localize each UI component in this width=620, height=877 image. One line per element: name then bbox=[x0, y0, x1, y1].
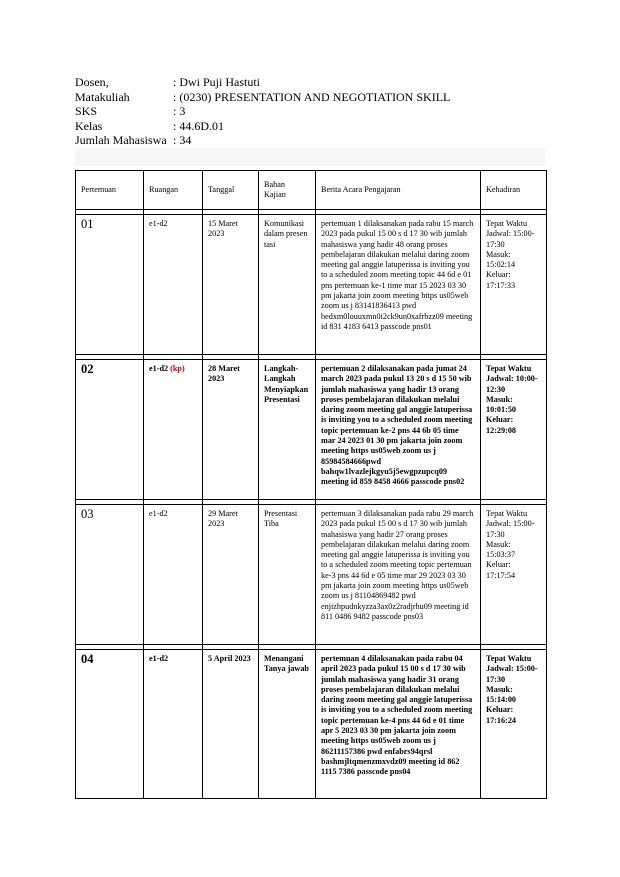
kelas-label: Kelas bbox=[75, 118, 103, 133]
header-row-jumlah bbox=[75, 133, 450, 148]
kehadiran-cell bbox=[481, 215, 547, 355]
tanggal-cell: 29 Maret 2023 bbox=[203, 505, 259, 645]
col-bahan-kajian bbox=[259, 171, 316, 210]
col-ruangan: Ruangan bbox=[144, 171, 203, 210]
tanggal-cell: 5 April 2023 bbox=[203, 650, 259, 799]
jumlah-value: : 34 bbox=[173, 133, 192, 147]
kehadiran-status: Tepat Waktu bbox=[486, 509, 528, 518]
kehadiran-jadwal: Jadwal: 15:00-17:30 bbox=[486, 229, 535, 249]
sks-label: SKS bbox=[75, 104, 98, 118]
ruangan-cell: e1-d2 bbox=[144, 505, 203, 645]
kehadiran-masuk: Masuk: 10:01:50 bbox=[486, 394, 517, 415]
kehadiran-jadwal: Jadwal: 10:00-12:30 bbox=[486, 374, 538, 394]
kehadiran-status: Tepat Waktu bbox=[486, 364, 532, 373]
jumlah-label: Jumlah Mahasiswa bbox=[75, 133, 167, 147]
col-berita-acara: Berita Acara Pengajaran bbox=[316, 171, 481, 210]
attendance-table bbox=[75, 170, 547, 799]
kehadiran-masuk: Masuk: 15:02:14 bbox=[486, 249, 516, 270]
kehadiran-cell bbox=[481, 360, 547, 500]
tanggal-cell: 15 Maret 2023 bbox=[203, 215, 259, 355]
kehadiran-jadwal: Jadwal: 15:00-17:30 bbox=[486, 664, 538, 684]
bahan-cell: Menangani Tanya jawab bbox=[259, 650, 316, 799]
pertemuan-cell: 03 bbox=[76, 505, 144, 645]
bahan-cell: Komunikasi dalam presen tasi bbox=[259, 215, 316, 355]
dosen-value: : Dwi Puji Hastuti bbox=[173, 75, 261, 89]
ruangan-cell: e1-d2 bbox=[144, 215, 203, 355]
kehadiran-masuk: Masuk: 15:14:00 bbox=[486, 684, 517, 705]
berita-cell: pertemuan 2 dilaksanakan pada jumat 24 march 2023 pada pukul 13 20 s d 15 50 wib jumlah mahasiswa yang hadir 13 orang proses pembelajaran dilakukan melalui daring zoom meeting gal anggie latuperissa is inviting you to a scheduled zoom meeting topic pertemuan ke-2 pns 44 6b 05 time mar 24 2023 01 30 pm jakarta join zoom meeting https us05web zoom us j 85984584666pwd bahqw1lvazlejkgyu5j5ewgpzupcq09 meeting id 859 8458 4666 passcode pns02 bbox=[316, 360, 481, 500]
kehadiran-cell bbox=[481, 505, 547, 645]
header-row-kelas bbox=[75, 119, 450, 134]
kehadiran-keluar: Keluar: 17:17:33 bbox=[486, 270, 516, 290]
kelas-value: : 44.6D.01 bbox=[173, 118, 224, 133]
berita-cell: pertemuan 3 dilaksanakan pada rabu 29 march 2023 pada pukul 15 00 s d 17 30 wib jumlah mahasiswa yang hadir 27 orang proses pembelajaran dilakukan melalui daring zoom meeting gal anggie latuperissa is inviting you to a scheduled zoom meeting topic pertemuan ke-3 pns 44 6d e 05 time mar 29 2023 03 30 pm jakarta join zoom meeting https us05web zoom us j 81104869482 pwd enjizhpudnkyzza3ax0z2radjrhu09 meeting id 811 0486 9482 passcode pns03 bbox=[316, 505, 481, 645]
header-row-sks bbox=[75, 104, 450, 119]
col-pertemuan: Pertemuan bbox=[76, 171, 144, 210]
kehadiran-masuk: Masuk: 15:03:37 bbox=[486, 539, 516, 560]
document-header bbox=[75, 75, 450, 148]
kehadiran-status: Tepat Waktu bbox=[486, 654, 532, 663]
pertemuan-cell: 02 bbox=[76, 360, 144, 500]
kehadiran-keluar: Keluar: 12:29:08 bbox=[486, 415, 517, 435]
dosen-label: Dosen, bbox=[75, 75, 109, 89]
kehadiran-keluar: Keluar: 17:17:54 bbox=[486, 560, 516, 580]
kehadiran-keluar: Keluar: 17:16:24 bbox=[486, 705, 517, 725]
matakuliah-value: : (0230) PRESENTATION AND NEGOTIATION SKILL bbox=[173, 89, 451, 104]
bahan-cell: Langkah-Langkah Menyiapkan Presentasi bbox=[259, 360, 316, 500]
table-row bbox=[76, 650, 547, 799]
col-kehadiran: Kehadiran bbox=[481, 171, 547, 210]
pertemuan-cell: 01 bbox=[76, 215, 144, 355]
berita-cell: pertemuan 1 dilaksanakan pada rabu 15 march 2023 pada pukul 15 00 s d 17 30 wib jumlah mahasiswa yang hadir 48 orang proses pembelajaran dilakukan melalui daring zoom meeting gal anggie latuperissa is inviting you to a scheduled zoom meeting topic 44 6d e 01 pns pertemuan ke-1 time mar 15 2023 03 30 pm jakarta join zoom meeting https us05web zoom us j 83141836413 pwd bedxm0louuxmn0i2ck9un0xafrbzz09 meeting id 831 4183 6413 passcode pns01 bbox=[316, 215, 481, 355]
ruangan-text: e1-d2 bbox=[149, 364, 169, 373]
ruangan-cell bbox=[144, 360, 203, 500]
table-row bbox=[76, 215, 547, 355]
shaded-band bbox=[75, 148, 545, 166]
kehadiran-jadwal: Jadwal: 15:00-17:30 bbox=[486, 519, 535, 539]
header-row-matakuliah bbox=[75, 90, 450, 105]
kehadiran-status: Tepat Waktu bbox=[486, 219, 528, 228]
table-row bbox=[76, 360, 547, 500]
table-row bbox=[76, 505, 547, 645]
table-header-row bbox=[76, 171, 547, 210]
tanggal-cell: 28 Maret 2023 bbox=[203, 360, 259, 500]
bahan-cell: Presentasi Tiba bbox=[259, 505, 316, 645]
kehadiran-cell bbox=[481, 650, 547, 799]
ruangan-cell: e1-d2 bbox=[144, 650, 203, 799]
matakuliah-label: Matakuliah bbox=[75, 89, 130, 104]
sks-value: : 3 bbox=[173, 104, 186, 118]
header-row-dosen bbox=[75, 75, 450, 90]
col-bahan-line-2: Kajian bbox=[264, 190, 286, 199]
kp-badge: (kp) bbox=[170, 364, 185, 373]
col-bahan-line-1: Bahan bbox=[264, 179, 285, 189]
col-tanggal: Tanggal bbox=[203, 171, 259, 210]
berita-cell: pertemuan 4 dilaksanakan pada rabu 04 april 2023 pada pukul 15 00 s d 17 30 wib jumlah mahasiswa yang hadir 31 orang proses pembelajaran dilakukan melalui daring zoom meeting gal anggie latuperissa is inviting you to a scheduled zoom meeting topic pertemuan ke-4 pns 44 6d e 01 time apr 5 2023 03 30 pm jakarta join zoom meeting https us05web zoom us j 86211157386 pwd enfabrs94qrsl bashmjltqmenzmxvdz09 meeting id 862 1115 7386 passcode pns04 bbox=[316, 650, 481, 799]
pertemuan-cell: 04 bbox=[76, 650, 144, 799]
